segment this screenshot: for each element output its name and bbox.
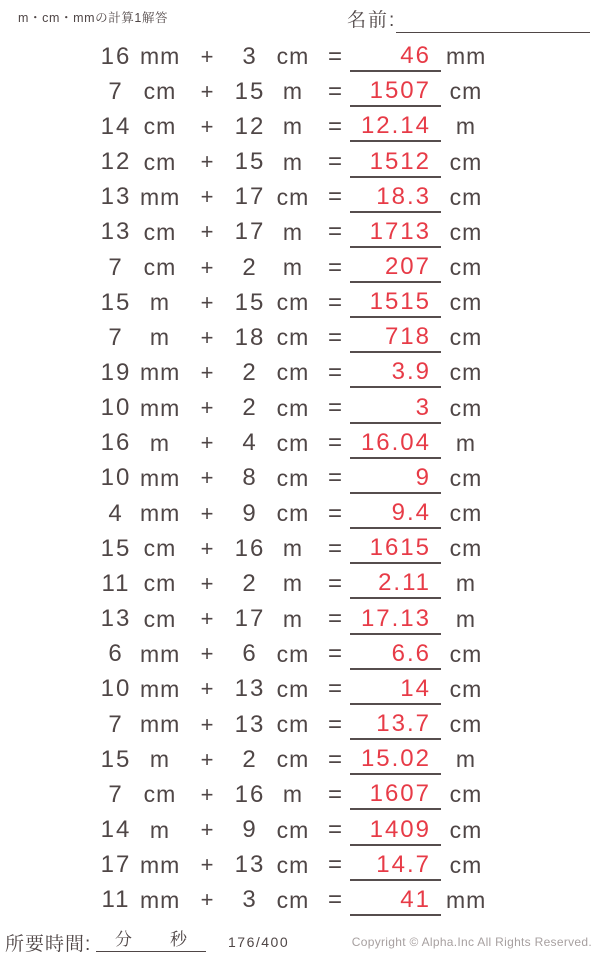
answer-unit: cm (449, 359, 483, 386)
operand-2: 17 (234, 218, 266, 246)
problem-row (0, 391, 600, 426)
operand-1: 10 (100, 464, 132, 492)
answer-unit: cm (449, 535, 483, 562)
operand-1: 7 (108, 780, 124, 808)
equals-sign: = (327, 851, 342, 879)
problem-row (0, 883, 600, 918)
unit-2: cm (276, 675, 310, 702)
unit-2: m (282, 535, 304, 562)
operand-1: 7 (108, 77, 124, 105)
unit-2: cm (276, 429, 310, 456)
worksheet-title: m・cm・mmの計算1解答 (18, 11, 169, 25)
answer-unit: cm (449, 78, 483, 105)
seconds-label: 秒 (170, 930, 187, 949)
problem-row (0, 707, 600, 742)
operand-2: 15 (234, 288, 266, 316)
plus-sign: + (200, 500, 214, 526)
answer-value: 9.4 (350, 498, 441, 529)
operand-1: 17 (100, 851, 132, 879)
operand-2: 15 (234, 148, 266, 176)
equals-sign: = (327, 323, 342, 351)
operand-1: 15 (100, 745, 132, 773)
problem-row (0, 566, 600, 601)
operand-1: 7 (108, 253, 124, 281)
answer-value: 1512 (350, 147, 441, 178)
operand-2: 17 (234, 605, 266, 633)
plus-sign: + (200, 324, 214, 350)
plus-sign: + (200, 781, 214, 807)
answer-value: 3.9 (350, 357, 441, 388)
operand-1: 7 (108, 323, 124, 351)
equals-sign: = (327, 464, 342, 492)
unit-2: m (282, 148, 304, 175)
operand-1: 13 (100, 605, 132, 633)
answer-value: 1409 (350, 815, 441, 846)
answer-unit: m (455, 113, 477, 140)
unit-1: mm (140, 711, 181, 738)
plus-sign: + (200, 676, 214, 702)
problem-row (0, 461, 600, 496)
unit-1: m (149, 816, 171, 843)
problem-row (0, 320, 600, 355)
answer-value: 14 (350, 674, 441, 705)
operand-1: 11 (101, 569, 131, 597)
plus-sign: + (200, 746, 214, 772)
plus-sign: + (200, 184, 214, 210)
operand-2: 16 (234, 780, 266, 808)
answer-value: 1515 (350, 287, 441, 318)
equals-sign: = (327, 429, 342, 457)
equals-sign: = (327, 605, 342, 633)
answer-value: 41 (350, 885, 441, 916)
unit-2: cm (276, 711, 310, 738)
problem-row (0, 531, 600, 566)
unit-1: m (149, 324, 171, 351)
plus-sign: + (200, 465, 214, 491)
answer-unit: mm (446, 886, 487, 913)
operand-1: 15 (100, 534, 132, 562)
unit-1: mm (140, 394, 181, 421)
unit-2: m (282, 113, 304, 140)
unit-1: cm (143, 78, 177, 105)
unit-1: mm (140, 359, 181, 386)
problem-row (0, 496, 600, 531)
equals-sign: = (327, 394, 342, 422)
operand-2: 15 (234, 77, 266, 105)
time-required-label: 所要時間: (5, 934, 92, 955)
operand-2: 3 (242, 886, 258, 914)
operand-2: 12 (234, 112, 266, 140)
answer-unit: cm (449, 289, 483, 316)
unit-2: m (282, 78, 304, 105)
operand-1: 15 (100, 288, 132, 316)
unit-1: cm (143, 781, 177, 808)
operand-2: 2 (242, 394, 258, 422)
unit-1: cm (143, 218, 177, 245)
answer-unit: cm (449, 816, 483, 843)
unit-1: mm (140, 640, 181, 667)
operand-2: 13 (234, 851, 266, 879)
answer-unit: m (455, 746, 477, 773)
operand-1: 13 (100, 218, 132, 246)
equals-sign: = (327, 148, 342, 176)
unit-2: cm (276, 359, 310, 386)
unit-2: m (282, 254, 304, 281)
equals-sign: = (327, 569, 342, 597)
plus-sign: + (200, 817, 214, 843)
name-field (347, 5, 590, 33)
answer-value: 718 (350, 322, 441, 353)
plus-sign: + (200, 887, 214, 913)
operand-2: 2 (242, 253, 258, 281)
unit-1: cm (143, 605, 177, 632)
operand-1: 11 (101, 886, 131, 914)
answer-unit: cm (449, 675, 483, 702)
operand-2: 4 (242, 429, 258, 457)
unit-1: mm (140, 464, 181, 491)
unit-1: cm (143, 148, 177, 175)
plus-sign: + (200, 43, 214, 69)
unit-2: cm (276, 500, 310, 527)
operand-2: 16 (234, 534, 266, 562)
plus-sign: + (200, 711, 214, 737)
answer-value: 9 (350, 463, 441, 494)
unit-1: mm (140, 183, 181, 210)
problem-row (0, 602, 600, 637)
answer-unit: m (455, 570, 477, 597)
plus-sign: + (200, 359, 214, 385)
problem-row (0, 74, 600, 109)
equals-sign: = (327, 358, 342, 386)
unit-2: cm (276, 746, 310, 773)
problem-row (0, 285, 600, 320)
equals-sign: = (327, 218, 342, 246)
operand-1: 14 (100, 816, 132, 844)
operand-1: 6 (108, 640, 124, 668)
problem-row (0, 777, 600, 812)
answer-unit: cm (449, 148, 483, 175)
plus-sign: + (200, 430, 214, 456)
problem-row (0, 426, 600, 461)
name-underline (396, 7, 590, 33)
unit-2: cm (276, 183, 310, 210)
equals-sign: = (327, 816, 342, 844)
unit-2: cm (276, 324, 310, 351)
unit-1: m (149, 289, 171, 316)
equals-sign: = (327, 183, 342, 211)
unit-2: m (282, 605, 304, 632)
problem-row (0, 39, 600, 74)
name-label: 名前: (347, 10, 397, 31)
operand-1: 16 (100, 42, 132, 70)
operand-1: 16 (100, 429, 132, 457)
operand-2: 3 (242, 42, 258, 70)
operand-1: 19 (100, 358, 132, 386)
minutes-label: 分 (115, 930, 132, 949)
unit-2: m (282, 570, 304, 597)
plus-sign: + (200, 641, 214, 667)
plus-sign: + (200, 570, 214, 596)
answer-value: 13.7 (350, 709, 441, 740)
operand-1: 7 (108, 710, 124, 738)
operand-2: 13 (234, 675, 266, 703)
unit-1: mm (140, 500, 181, 527)
equals-sign: = (327, 780, 342, 808)
problem-row (0, 848, 600, 883)
operand-1: 12 (100, 148, 132, 176)
problem-row (0, 742, 600, 777)
answer-value: 18.3 (350, 182, 441, 213)
plus-sign: + (200, 219, 214, 245)
unit-1: mm (140, 43, 181, 70)
answer-value: 1713 (350, 217, 441, 248)
answer-value: 16.04 (350, 428, 441, 459)
answer-unit: cm (449, 464, 483, 491)
answer-unit: m (455, 605, 477, 632)
answer-value: 207 (350, 252, 441, 283)
answer-value: 1615 (350, 533, 441, 564)
answer-value: 1607 (350, 779, 441, 810)
answer-value: 46 (350, 41, 441, 72)
plus-sign: + (200, 78, 214, 104)
operand-2: 2 (242, 569, 258, 597)
unit-1: mm (140, 851, 181, 878)
operand-2: 9 (242, 816, 258, 844)
equals-sign: = (327, 745, 342, 773)
time-underline (96, 926, 206, 952)
answer-unit: cm (449, 218, 483, 245)
answer-unit: m (455, 429, 477, 456)
unit-1: cm (143, 254, 177, 281)
problem-row (0, 180, 600, 215)
operand-2: 18 (234, 323, 266, 351)
equals-sign: = (327, 42, 342, 70)
operand-2: 2 (242, 358, 258, 386)
equals-sign: = (327, 112, 342, 140)
operand-2: 8 (242, 464, 258, 492)
problem-row (0, 637, 600, 672)
problem-row (0, 250, 600, 285)
answer-unit: cm (449, 324, 483, 351)
answer-unit: cm (449, 500, 483, 527)
answer-value: 17.13 (350, 604, 441, 635)
answer-unit: mm (446, 43, 487, 70)
equals-sign: = (327, 288, 342, 316)
problem-row (0, 812, 600, 847)
operand-1: 10 (100, 675, 132, 703)
unit-1: cm (143, 535, 177, 562)
equals-sign: = (327, 534, 342, 562)
plus-sign: + (200, 149, 214, 175)
equals-sign: = (327, 253, 342, 281)
operand-2: 13 (234, 710, 266, 738)
answer-unit: cm (449, 394, 483, 421)
unit-2: cm (276, 394, 310, 421)
plus-sign: + (200, 395, 214, 421)
operand-1: 10 (100, 394, 132, 422)
unit-2: cm (276, 43, 310, 70)
operand-2: 2 (242, 745, 258, 773)
answer-value: 14.7 (350, 850, 441, 881)
problem-row (0, 355, 600, 390)
unit-1: mm (140, 675, 181, 702)
answer-unit: cm (449, 711, 483, 738)
answer-unit: cm (449, 851, 483, 878)
unit-1: m (149, 746, 171, 773)
answer-value: 1507 (350, 76, 441, 107)
plus-sign: + (200, 535, 214, 561)
unit-2: cm (276, 816, 310, 843)
copyright-text: Copyright © Alpha.Inc All Rights Reserved. (351, 935, 592, 949)
problem-row (0, 109, 600, 144)
plus-sign: + (200, 254, 214, 280)
answer-unit: cm (449, 183, 483, 210)
problem-list (0, 39, 600, 918)
equals-sign: = (327, 77, 342, 105)
equals-sign: = (327, 675, 342, 703)
operand-1: 14 (100, 112, 132, 140)
unit-2: m (282, 781, 304, 808)
unit-1: cm (143, 570, 177, 597)
unit-1: mm (140, 886, 181, 913)
problem-row (0, 144, 600, 179)
page-number: 176/400 (228, 934, 290, 950)
answer-value: 12.14 (350, 111, 441, 142)
unit-1: m (149, 429, 171, 456)
plus-sign: + (200, 113, 214, 139)
operand-2: 9 (242, 499, 258, 527)
answer-value: 6.6 (350, 639, 441, 670)
unit-2: cm (276, 289, 310, 316)
unit-2: cm (276, 851, 310, 878)
unit-2: m (282, 218, 304, 245)
equals-sign: = (327, 710, 342, 738)
unit-2: cm (276, 886, 310, 913)
unit-1: cm (143, 113, 177, 140)
plus-sign: + (200, 852, 214, 878)
operand-1: 13 (100, 183, 132, 211)
answer-value: 3 (350, 393, 441, 424)
operand-2: 17 (234, 183, 266, 211)
problem-row (0, 672, 600, 707)
answer-value: 15.02 (350, 744, 441, 775)
equals-sign: = (327, 499, 342, 527)
equals-sign: = (327, 640, 342, 668)
plus-sign: + (200, 289, 214, 315)
footer (0, 926, 600, 954)
plus-sign: + (200, 606, 214, 632)
equals-sign: = (327, 886, 342, 914)
unit-2: cm (276, 640, 310, 667)
answer-unit: cm (449, 781, 483, 808)
operand-2: 6 (242, 640, 258, 668)
unit-2: cm (276, 464, 310, 491)
operand-1: 4 (108, 499, 124, 527)
answer-unit: cm (449, 254, 483, 281)
answer-value: 2.11 (350, 568, 441, 599)
answer-unit: cm (449, 640, 483, 667)
problem-row (0, 215, 600, 250)
